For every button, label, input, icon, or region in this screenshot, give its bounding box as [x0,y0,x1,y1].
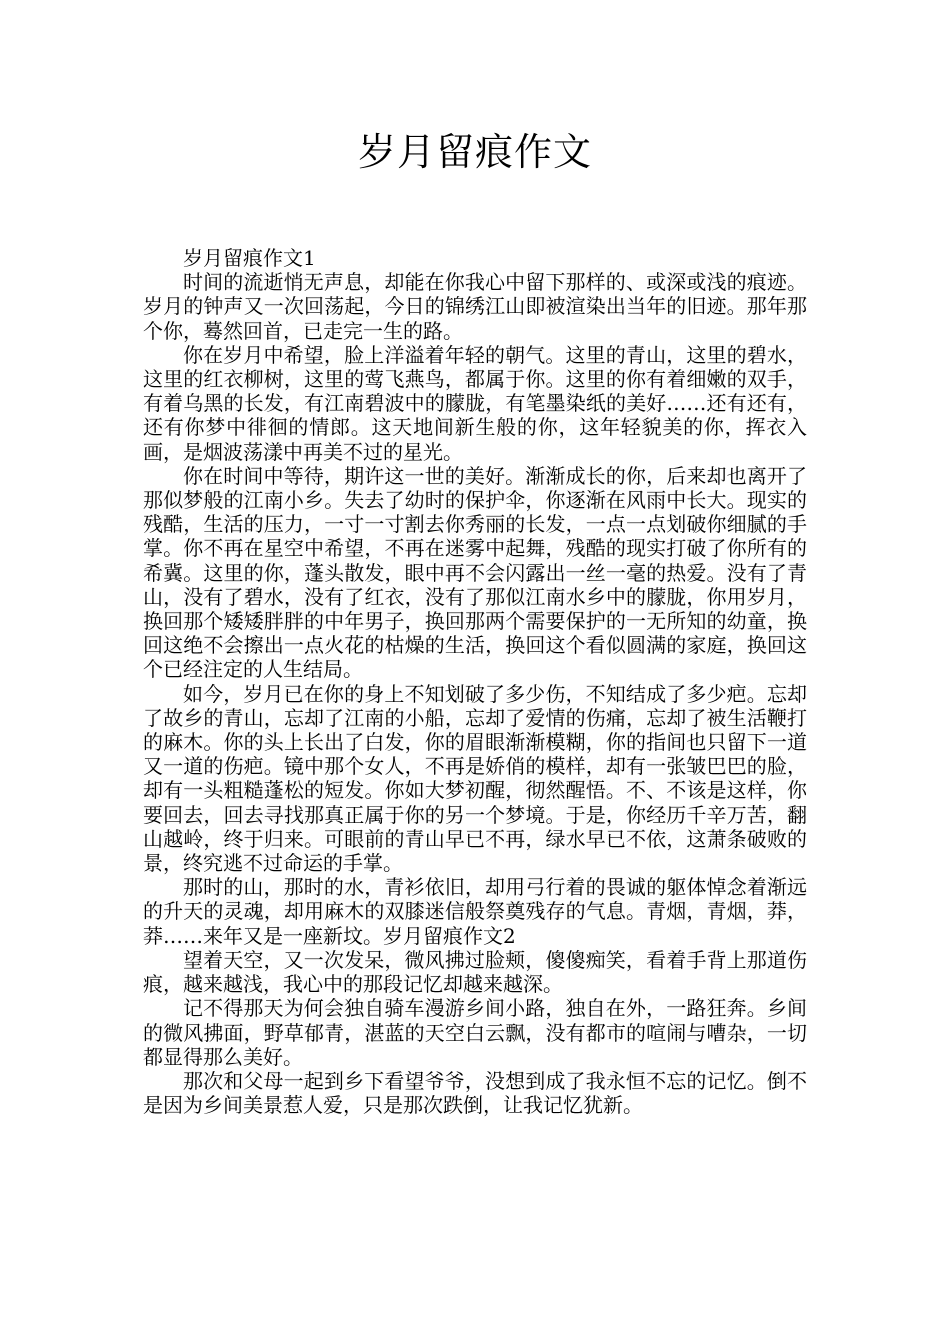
paragraph: 望着天空，又一次发呆，微风拂过脸颊，傻傻痴笑，看着手背上那道伤痕，越来越浅，我心中的那段记忆却越来越深。 [143,947,807,997]
section-heading: 岁月留痕作文1 [183,246,316,270]
paragraph: 那次和父母一起到乡下看望爷爷，没想到成了我永恒不忘的记忆。倒不是因为乡间美景惹人爱，只是那次跌倒，让我记忆犹新。 [143,1068,807,1118]
paragraph: 时间的流逝悄无声息，却能在你我心中留下那样的、或深或浅的痕迹。岁月的钟声又一次回荡起，今日的锦绣江山即被渲染出当年的旧迹。那年那个你，蓦然回首，已走完一生的路。 [143,270,807,343]
paragraph: 你在时间中等待，期许这一世的美好。渐渐成长的你，后来却也离开了那似梦般的江南小乡。失去了幼时的保护伞，你逐渐在风雨中长大。现实的残酷，生活的压力，一寸一寸割去你秀丽的长发，一点一点划破你细腻的手掌。你不再在星空中希望，不再在迷雾中起舞，残酷的现实打破了你所有的希冀。这里的你，蓬头散发，眼中再不会闪露出一丝一毫的热爱。没有了青山，没有了碧水，没有了红衣，没有了那似江南水乡中的朦胧，你用岁月，换回那个矮矮胖胖的中年男子，换回那两个需要保护的一无所知的幼童，换回这绝不会擦出一点火花的枯燥的生活，换回这个看似圆满的家庭，换回这个已经注定的人生结局。 [143,463,807,682]
document-title: 岁月留痕作文 [357,130,592,174]
paragraph: 如今，岁月已在你的身上不知划破了多少伤，不知结成了多少疤。忘却了故乡的青山，忘却了江南的小船，忘却了爱情的伤痛，忘却了被生活鞭打的麻木。你的头上长出了白发，你的眉眼渐渐模糊，你的指间也只留下一道又一道的伤疤。镜中那个女人，不再是娇俏的模样，却有一张皱巴巴的脸，却有一头粗糙蓬松的短发。你如大梦初醒，彻然醒悟。不、不该是这样，你要回去，回去寻找那真正属于你的另一个梦境。于是，你经历千辛万苦，翻山越岭，终于归来。可眼前的青山早已不再，绿水早已不依，这萧条破败的景，终究逃不过命运的手掌。 [143,681,807,876]
document-body [143,246,807,1117]
paragraph: 那时的山，那时的水，青衫依旧，却用弓行着的畏诚的躯体悼念着渐远的升天的灵魂，却用麻木的双膝迷信般祭奠残存的气息。青烟，青烟，莽，莽……来年又是一座新坟。岁月留痕作文2 [143,875,807,948]
paragraph: 记不得那天为何会独自骑车漫游乡间小路，独自在外，一路狂奔。乡间的微风拂面，野草郁青，湛蓝的天空白云飘，没有都市的喧闹与嘈杂，一切都显得那么美好。 [143,996,807,1069]
paragraph: 你在岁月中希望，脸上洋溢着年轻的朝气。这里的青山，这里的碧水，这里的红衣柳树，这里的莺飞燕鸟，都属于你。这里的你有着细嫩的双手，有着乌黑的长发，有江南碧波中的朦胧，有笔墨染纸的美好……还有还有，还有你梦中徘徊的情郎。这天地间新生般的你，这年轻貌美的你，挥衣入画，是烟波荡漾中再美不过的星光。 [143,342,807,464]
